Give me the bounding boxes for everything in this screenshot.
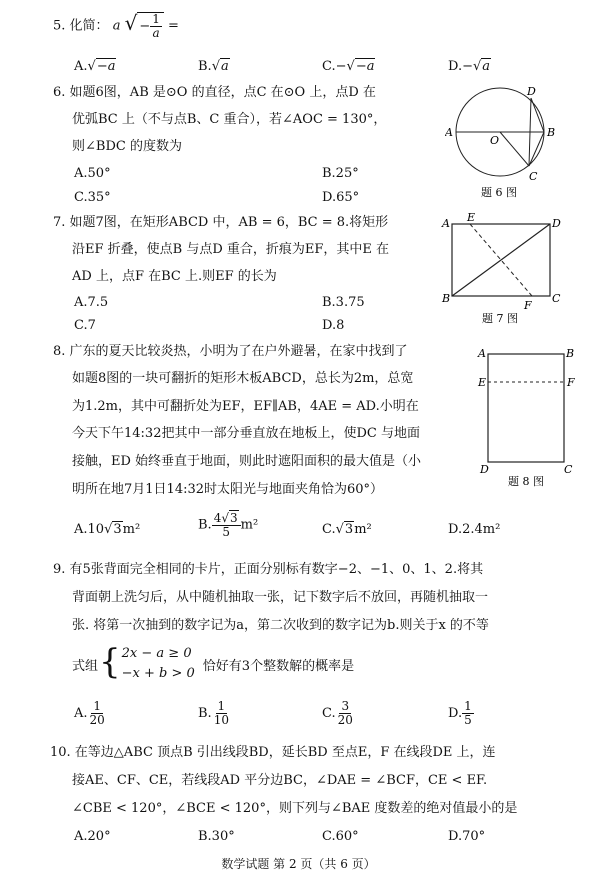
label-d: D: [552, 217, 561, 230]
q8-line-5: 接触，ED 始终垂直于地面，则此时遮阳面积的最大值是（小: [72, 454, 422, 469]
q8-line-6: 明所在地7月1日14:32时太阳光与地面夹角恰为60°）: [72, 482, 384, 497]
q8-figure-caption: 题 8 图: [508, 475, 544, 488]
q7-option-d: D.8: [322, 318, 345, 333]
label-f: F: [524, 299, 532, 312]
q5-option-a: A.√−a: [74, 59, 116, 74]
q5-stem: 5. 化简： a √ − $\frac{1}{a}$ =: [53, 11, 179, 40]
q7-figure-caption: 题 7 图: [482, 312, 518, 325]
label-b: B: [547, 126, 556, 139]
q5-sqrt-expression: √ − $\frac{1}{a}$: [125, 12, 164, 40]
q8-option-c: C.√3m²: [322, 522, 372, 537]
label-a: A: [442, 217, 450, 230]
q8-line-3: 为1.2m，其中可翻折处为EF，EF∥AB，4AE = AD.小明在: [72, 399, 419, 414]
q6-option-a: A.50°: [74, 166, 111, 181]
q7-option-a: A.7.5: [74, 295, 109, 310]
label-c: C: [552, 292, 561, 305]
label-d: D: [480, 463, 489, 476]
q6-figure-caption: 题 6 图: [481, 186, 517, 199]
q9-option-d: D. $\frac{1}{5}$: [448, 699, 472, 727]
board-abcd: [488, 354, 564, 462]
q7-option-c: C.7: [74, 318, 96, 333]
q9-option-c: C. $\frac{3}{20}$: [322, 699, 353, 727]
segment-db: [531, 98, 544, 132]
diagonal-bd: [452, 224, 550, 296]
q6-option-d: D.65°: [322, 190, 360, 205]
segment-bc: [529, 132, 544, 166]
q10-option-d: D.70°: [448, 829, 486, 844]
q7-option-b: B.3.75: [322, 295, 365, 310]
q8-figure-board: [476, 340, 576, 490]
label-c: C: [564, 463, 573, 476]
label-f: F: [567, 376, 575, 389]
q9-option-a: A. $\frac{1}{20}$: [74, 699, 105, 727]
q9-inequality-system: 式组 { 2x − a ≥ 0 −x + b > 0 恰好有3个整数解的概率是: [72, 642, 355, 682]
q5-option-c: C.−√−a: [322, 59, 375, 74]
label-b: B: [566, 347, 575, 360]
q8-line-4: 今天下午14:32把其中一部分垂直放在地板上，使DC 与地面: [72, 426, 420, 441]
inequality-2: −x + b > 0: [121, 666, 195, 681]
q8-line-2: 如题8图的一块可翻折的矩形木板ABCD，总长为2m，总宽: [72, 371, 414, 386]
q10-line-2: 接AE、CF、CE，若线段AD 平分边BC，∠DAE = ∠BCF，CE < EF.: [72, 773, 488, 788]
q8-option-d: D.2.4m²: [448, 522, 501, 537]
q6-option-b: B.25°: [322, 166, 359, 181]
q8-line-1: 8. 广东的夏天比较炎热，小明为了在户外避暑，在家中找到了: [53, 344, 408, 359]
q5-option-b: B.√a: [198, 59, 229, 74]
q10-line-1: 10. 在等边△ABC 顶点B 引出线段BD，延长BD 至点E，F 在线段DE 上，连: [50, 745, 496, 760]
q7-line-1: 7. 如题7图，在矩形ABCD 中，AB = 6，BC = 8.将矩形: [53, 215, 389, 230]
label-d: D: [527, 85, 536, 98]
label-e: E: [478, 376, 487, 389]
q8-option-a: A.10√3m²: [74, 522, 141, 537]
q6-option-c: C.35°: [74, 190, 111, 205]
page-footer: 数学试题 第 2 页（共 6 页）: [221, 857, 376, 871]
label-c: C: [529, 170, 538, 183]
label-a: A: [478, 347, 486, 360]
q9-line-1: 9. 有5张背面完全相同的卡片，正面分别标有数字−2、−1、0、1、2.将其: [53, 562, 484, 577]
q9-line-2: 背面朝上洗匀后，从中随机抽取一张，记下数字后不放回，再随机抽取一: [72, 590, 489, 605]
q8-option-b: B. $\frac{4√3}{5}$ m²: [198, 511, 259, 539]
label-b: B: [442, 292, 451, 305]
q10-line-3: ∠CBE < 120°，∠BCE < 120°，则下列与∠BAE 度数差的绝对值最小的是: [72, 801, 518, 816]
q9-line-3: 张. 将第一次抽到的数字记为a，第二次收到的数字记为b.则关于x 的不等: [72, 618, 489, 633]
label-e: E: [467, 212, 476, 224]
q7-line-2: 沿EF 折叠，使点B 与点D 重合，折痕为EF，其中E 在: [72, 242, 390, 257]
q6-line-2: 优弧BC 上（不与点B、C 重合），若∠AOC = 130°，: [72, 112, 387, 127]
q6-line-1: 6. 如题6图，AB 是⊙O 的直径，点C 在⊙O 上，点D 在: [53, 85, 376, 100]
q6-line-3: 则∠BDC 的度数为: [72, 139, 182, 154]
q10-option-c: C.60°: [322, 829, 359, 844]
label-o: O: [490, 134, 500, 147]
q5-option-d: D.−√a: [448, 59, 491, 74]
inequality-1: 2x − a ≥ 0: [121, 646, 192, 661]
q9-option-b: B. $\frac{1}{10}$: [198, 699, 229, 727]
q7-figure-rectangle-fold: [440, 212, 565, 330]
q10-option-b: B.30°: [198, 829, 235, 844]
q6-figure-circle-diagram: [445, 82, 565, 202]
left-brace: {: [99, 642, 121, 682]
q10-option-a: A.20°: [74, 829, 111, 844]
label-a: A: [445, 126, 453, 139]
segment-oc: [500, 132, 529, 166]
q7-line-3: AD 上，点F 在BC 上.则EF 的长为: [72, 269, 277, 284]
